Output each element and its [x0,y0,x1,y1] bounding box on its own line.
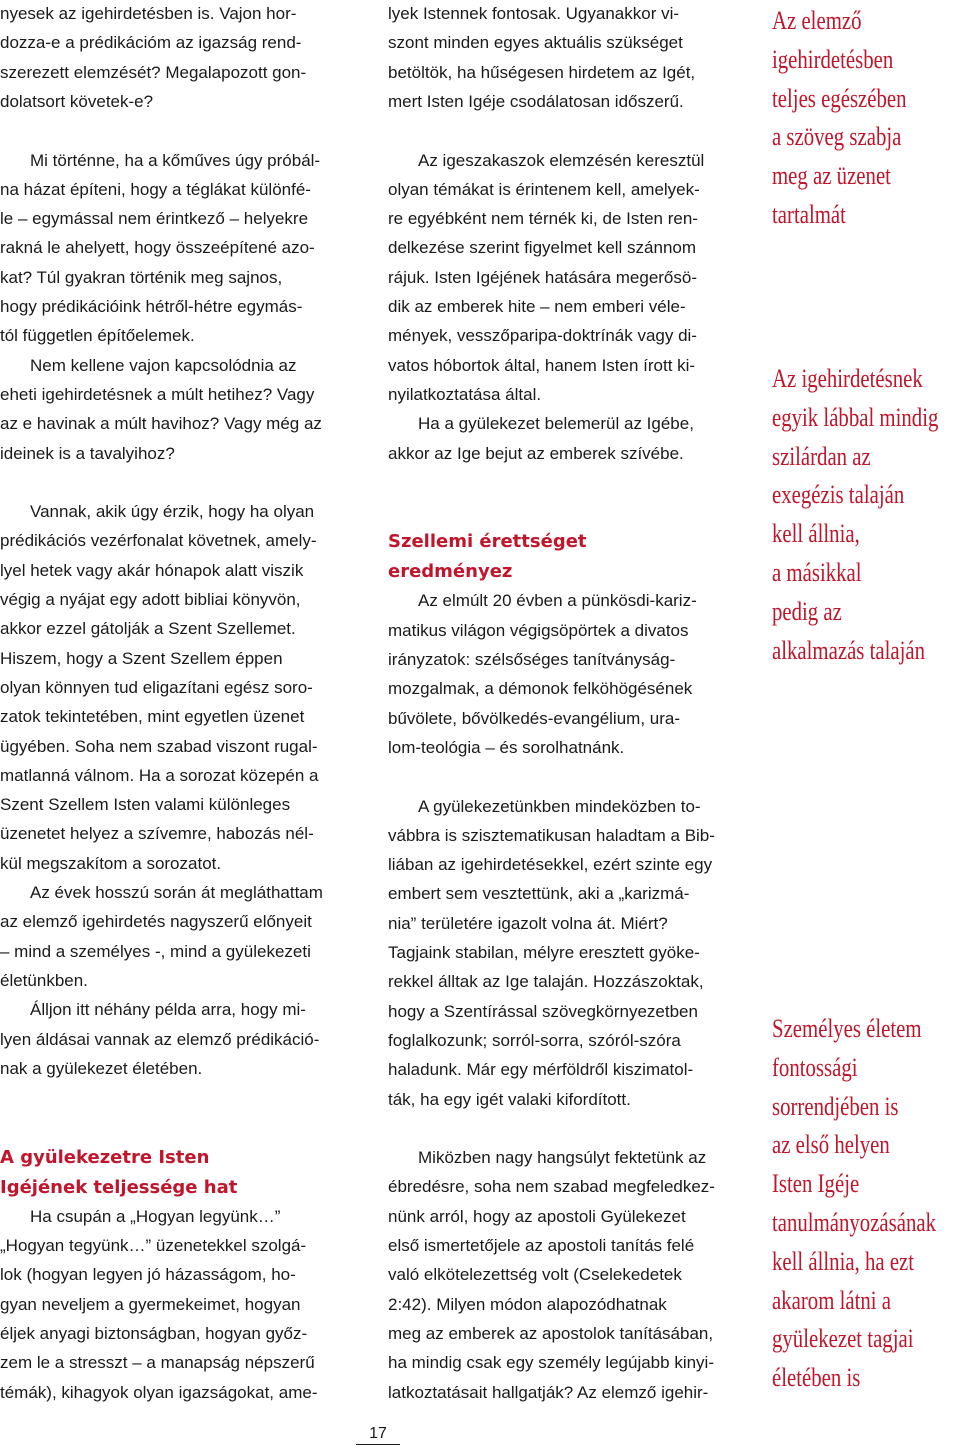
text-line: az elemző igehirdetés nagyszerű előnyeit [0,912,312,932]
text-line: lyen áldásai vannak az elemző prédikáció- [0,1029,320,1049]
text-line: Ha a gyülekezet belemerül az Igébe, [418,414,694,434]
text-line: eheti igehirdetésnek a múlt hetihez? Vagy [0,384,315,404]
pull-quote-line: az első helyen [772,1130,890,1160]
pull-quote-line: a szöveg szabja [772,122,902,152]
text-line: nia” területére igazolt volna át. Miért? [388,913,668,933]
pull-quote-line: alkalmazás talaján [772,635,926,665]
pull-quote-line: gyülekezet tagjai [772,1324,914,1354]
pull-quote-line: szilárdan az [772,441,871,471]
text-line: haladunk. Már egy mérföldről kiszimatol- [388,1060,694,1080]
text-line: hogy a Szentírással szövegkörnyezetben [388,1001,698,1021]
text-line: rekkel álltak az Ige talaján. Hozzászoktak, [388,972,704,992]
text-line: embert sem vesztettünk, aki a „karizmá- [388,884,690,904]
text-line: akkor az Ige bejut az emberek szívébe. [388,443,684,463]
page-number: 17 [356,1424,400,1445]
text-line: – mind a személyes -, mind a gyülekezeti [0,941,311,961]
text-line: Hiszem, hogy a Szent Szellem éppen [0,648,283,668]
pull-quote-line: kell állnia, ha ezt [772,1246,915,1276]
text-line: latkoztatásait hallgatják? Az elemző igehir- [388,1382,709,1402]
text-line: ügyében. Soha nem szabad viszont rugal- [0,736,318,756]
text-line: való elkötelezettség volt (Cselekedetek [388,1265,682,1285]
text-line: Az elmúlt 20 évben a pünkösdi-kariz- [418,591,697,611]
text-line: hogy prédikációink hétről-hétre egymás- [0,297,303,316]
text-line: Álljon itt néhány példa arra, hogy mi- [30,1000,306,1020]
text-line: dik az emberek hite – nem emberi véle- [388,297,686,316]
text-line: ébredésre, soha nem szabad megfeledkez- [388,1177,715,1197]
text-line: mozgalmak, a démonok felköhögésének [388,679,693,699]
text-line: liában az igehirdetésekkel, ezért szinte egy [388,855,713,875]
pull-quote-line: életében is [772,1363,861,1393]
pull-quote-line: fontossági [772,1052,858,1082]
text-line: Mi történne, ha a kőműves úgy próbál- [30,150,321,170]
pull-quote-line: Az elemző [772,6,862,35]
text-line: szerezett elemzését? Megalapozott gon- [0,62,307,82]
text-line: irányzatok: szélsőséges tanítványság- [388,650,676,669]
text-line: foglalkozunk; sorról-sorra, szóról-szóra [388,1030,681,1050]
text-line: kül megszakítom a sorozatot. [0,853,222,873]
text-line: lyek Istennek fontosak. Ugyanakkor vi- [388,4,680,23]
text-line: éljek anyagi biztonságban, hogyan győz- [0,1323,308,1343]
text-line: lok (hogyan legyen jó házasságom, ho- [0,1265,296,1285]
pull-quote-line: sorrendjében is [772,1091,899,1121]
pull-quote-line: Az igehirdetésnek [772,364,923,393]
text-line: nak a gyülekezet életében. [0,1058,203,1078]
text-line: olyan könnyen tud eligazítani egész soro- [0,677,313,697]
text-line: nyesek az igehirdetésben is. Vajon hor- [0,4,297,23]
pull-quote-line: egyik lábbal mindig [772,402,939,432]
text-line: zem le a stresszt – a manapság népszerű [0,1353,315,1373]
text-line: tól független építőelemek. [0,326,195,346]
text-line: Az igeszakaszok elemzésén keresztül [418,150,705,170]
text-line: bűvölete, bővölkedés-evangélium, ura- [388,708,681,728]
text-line: matlanná válnom. Ha a sorozat közepén a [0,765,319,785]
text-line: szont minden egyes aktuális szükséget [388,33,683,53]
section-heading: A gyülekezetre Isten [0,1146,210,1168]
text-line: vatos hóbortok által, hanem Isten írott ki- [388,355,696,375]
text-line: témák), kihagyok olyan igazságokat, ame- [0,1382,318,1402]
text-line: üzenetet helyez a szívemre, habozás nél- [0,824,314,844]
text-line: ideinek is a tavalyihoz? [0,443,175,463]
text-line: végig a nyájat egy adott bibliai könyvön, [0,590,301,609]
text-line: Miközben nagy hangsúlyt fektetünk az [418,1148,707,1168]
text-line: Szent Szellem Isten valami különleges [0,795,291,815]
text-line: Ha csupán a „Hogyan legyünk…” [30,1206,281,1226]
text-line: meg az emberek az apostolok tanításában, [388,1323,714,1343]
text-line: ták, ha egy igét valaki kifordított. [388,1089,631,1109]
text-line: Tagjaink stabilan, mélyre eresztett gyöke- [388,943,700,962]
text-line: nünk arról, hogy az apostoli Gyülekezet [388,1206,686,1226]
text-line: rakná le ahelyett, hogy összeépítené azo- [0,238,315,258]
text-line: Az évek hosszú során át megláthattam [30,883,323,902]
text-line: olyan témákat is érintenem kell, amelyek- [388,179,700,199]
text-line: mert Isten Igéje csodálatosan időszerű. [388,91,684,111]
text-line: dolatsort követek-e? [0,91,154,111]
text-line: nyilatkoztatása által. [388,384,542,404]
text-line: ha mindig csak egy személy legújabb kinyi- [388,1353,714,1373]
pull-quote-line: exegézis talaján [772,480,905,510]
pull-quote-line: akarom látni a [772,1285,891,1315]
text-line: vábbra is szisztematikusan haladtam a Bib- [388,825,715,845]
text-line: Nem kellene vajon kapcsolódnia az [30,355,297,375]
text-line: kat? Túl gyakran történik meg sajnos, [0,267,283,287]
text-line: 2:42). Milyen módon alapozódhatnak [388,1294,667,1314]
text-line: delkezése szerint figyelmet kell szánnom [388,238,697,258]
pull-quote-line: meg az üzenet [772,161,891,191]
section-heading: Igéjének teljessége hat [0,1176,238,1198]
text-line: dozza-e a prédikációm az igazság rend- [0,33,302,53]
pull-quote-line: a másikkal [772,558,862,587]
text-line: le – egymással nem érintkező – helyekre [0,209,309,229]
text-line: lyel hetek vagy akár hónapok alatt viszik [0,560,304,580]
text-line: A gyülekezetünkben mindeközben to- [418,796,701,816]
text-line: gyan neveljem a gyermekeimet, hogyan [0,1294,301,1314]
text-line: lom-teológia – és sorolhatnánk. [388,737,625,757]
section-heading: eredményez [388,561,513,583]
pull-quote-line: tartalmát [772,200,846,229]
text-line: prédikációs vezérfonalat követnek, amely- [0,531,317,551]
pull-quote-line: Személyes életem [772,1014,922,1043]
pull-quote-line: Isten Igéje [772,1169,860,1199]
text-line: mények, vesszőparipa-doktrínák vagy di- [388,326,697,346]
text-line: életünkben. [0,970,88,990]
text-line: az e havinak a múlt havihoz? Vagy még az [0,414,322,434]
text-line: betöltök, ha hűségesen hirdetem az Igét, [388,62,696,82]
pull-quote-line: pedig az [772,596,842,626]
pull-quote-line: kell állnia, [772,519,860,549]
text-line: na házat építeni, hogy a téglákat különfé- [0,179,311,199]
pull-quote-line: igehirdetésben [772,44,894,74]
text-line: zatok tekintetében, mint egyetlen üzenet [0,707,305,727]
text-line: Vannak, akik úgy érzik, hogy ha olyan [30,502,315,522]
pull-quote-line: teljes egészében [772,83,907,113]
text-line: első ismertetőjele az apostoli tanítás felé [388,1236,695,1255]
text-line: matikus világon végigsöpörtek a divatos [388,620,689,640]
text-line: re egyébként nem térnék ki, de Isten ren- [388,209,698,229]
text-line: „Hogyan tegyünk…” üzenetekkel szolgá- [0,1236,307,1255]
pull-quote-line: tanulmányozásának [772,1208,937,1237]
text-line: akkor ezzel gátolják a Szent Szellemet. [0,619,296,639]
text-line: rájuk. Isten Igéjének hatására megerősö- [388,267,698,287]
section-heading: Szellemi érettséget [388,531,587,553]
